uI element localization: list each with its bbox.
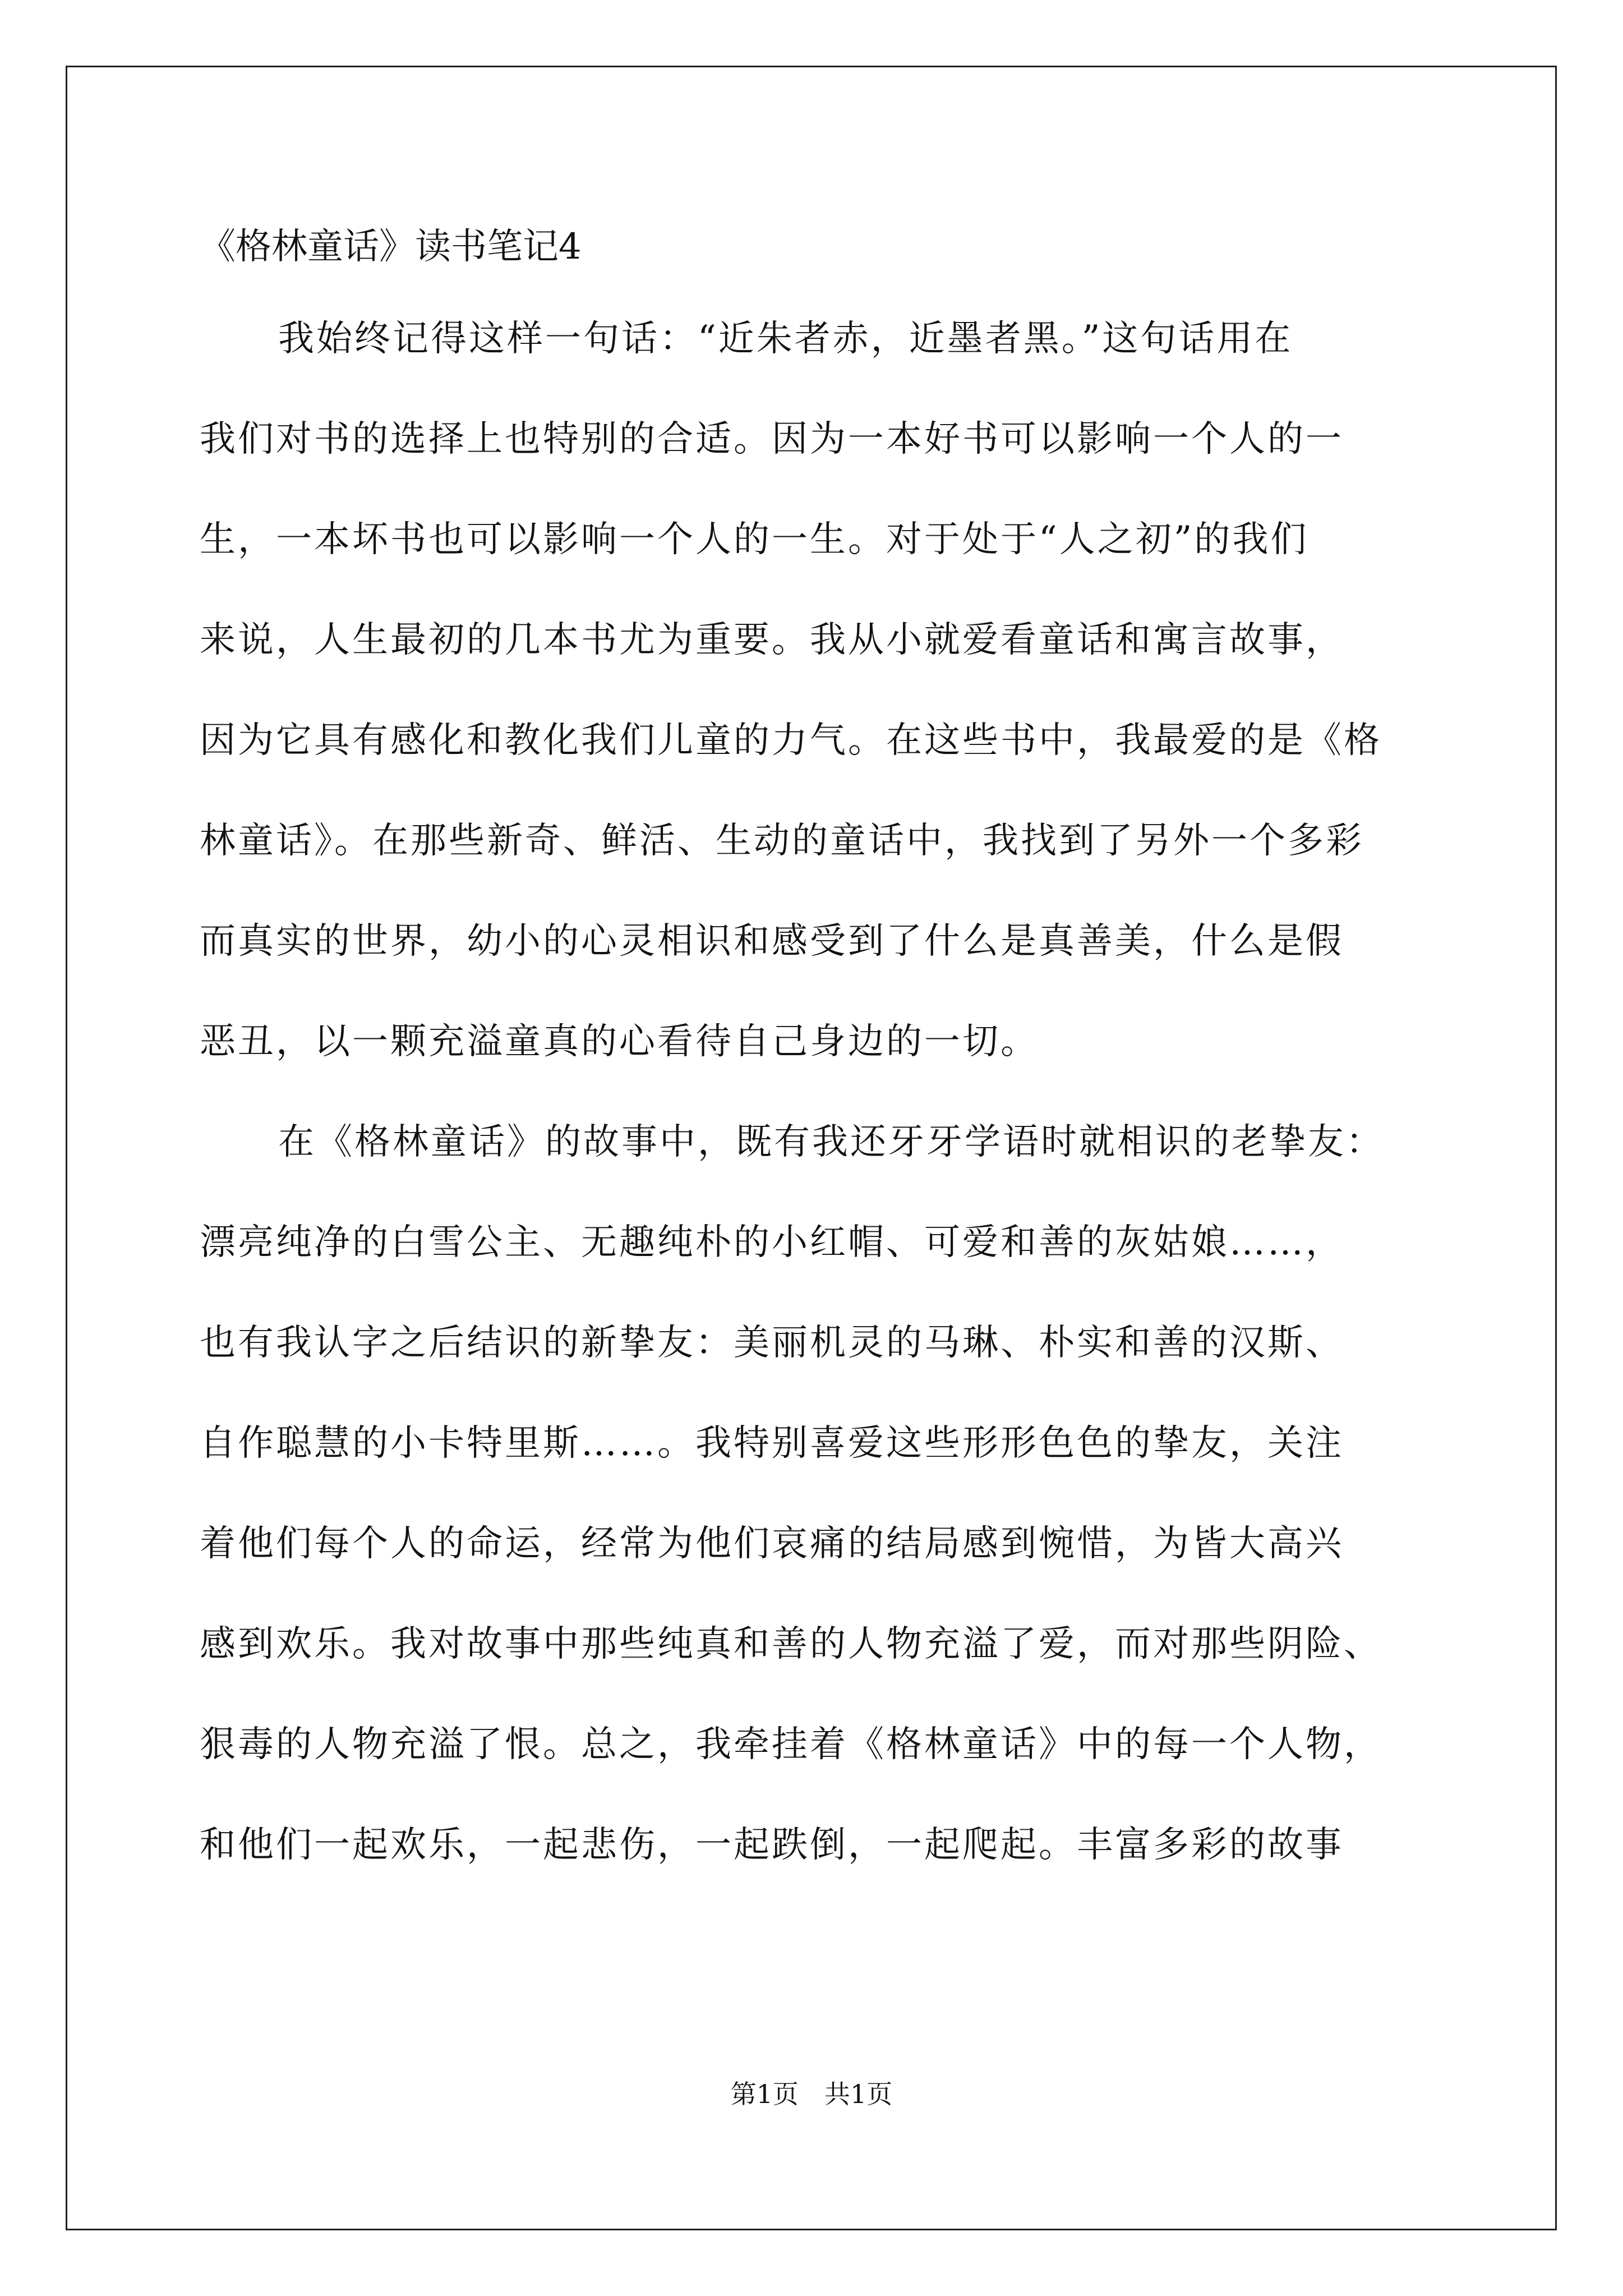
paragraph-2-line-5: 着他们每个人的命运，经常为他们哀痛的结局感到惋惜，为皆大高兴 xyxy=(200,1523,1344,1565)
paragraph-1-line-7: 而真实的世界，幼小的心灵相识和感受到了什么是真善美，什么是假 xyxy=(200,921,1344,962)
paragraph-2-line-1: 在《格林童话》的故事中，既有我还牙牙学语时就相识的老挚友： xyxy=(278,1121,1384,1163)
document-title: 《格林童话》读书笔记4 xyxy=(200,226,582,268)
paragraph-2-line-8: 和他们一起欢乐，一起悲伤，一起跌倒，一起爬起。丰富多彩的故事 xyxy=(200,1824,1344,1866)
paragraph-1-line-3: 生，一本坏书也可以影响一个人的一生。对于处于“人之初”的我们 xyxy=(200,519,1309,560)
page-footer: 第1页 共1页 xyxy=(730,2079,893,2109)
paragraph-2-line-4: 自作聪慧的小卡特里斯……。我特别喜爱这些形形色色的挚友，关注 xyxy=(200,1423,1344,1464)
paragraph-1-line-8: 恶丑，以一颗充溢童真的心看待自己身边的一切。 xyxy=(200,1021,1039,1062)
paragraph-2-line-3: 也有我认字之后结识的新挚友：美丽机灵的马琳、朴实和善的汉斯、 xyxy=(200,1322,1344,1364)
paragraph-1-line-5: 因为它具有感化和教化我们儿童的力气。在这些书中，我最爱的是《格 xyxy=(200,720,1382,761)
paragraph-1-line-6: 林童话》。在那些新奇、鲜活、生动的童话中，我找到了另外一个多彩 xyxy=(200,820,1364,862)
paragraph-1-line-4: 来说，人生最初的几本书尤为重要。我从小就爱看童话和寓言故事， xyxy=(200,619,1344,661)
paragraph-2-line-6: 感到欢乐。我对故事中那些纯真和善的人物充溢了爱，而对那些阴险、 xyxy=(200,1623,1382,1665)
paragraph-2-line-7: 狠毒的人物充溢了恨。总之，我牵挂着《格林童话》中的每一个人物， xyxy=(200,1724,1382,1765)
paragraph-1-line-1: 我始终记得这样一句话：“近朱者赤，近墨者黑。”这句话用在 xyxy=(278,318,1293,360)
paragraph-1-line-2: 我们对书的选择上也特别的合适。因为一本好书可以影响一个人的一 xyxy=(200,418,1344,460)
paragraph-2-line-2: 漂亮纯净的白雪公主、无趣纯朴的小红帽、可爱和善的灰姑娘……， xyxy=(200,1222,1344,1263)
